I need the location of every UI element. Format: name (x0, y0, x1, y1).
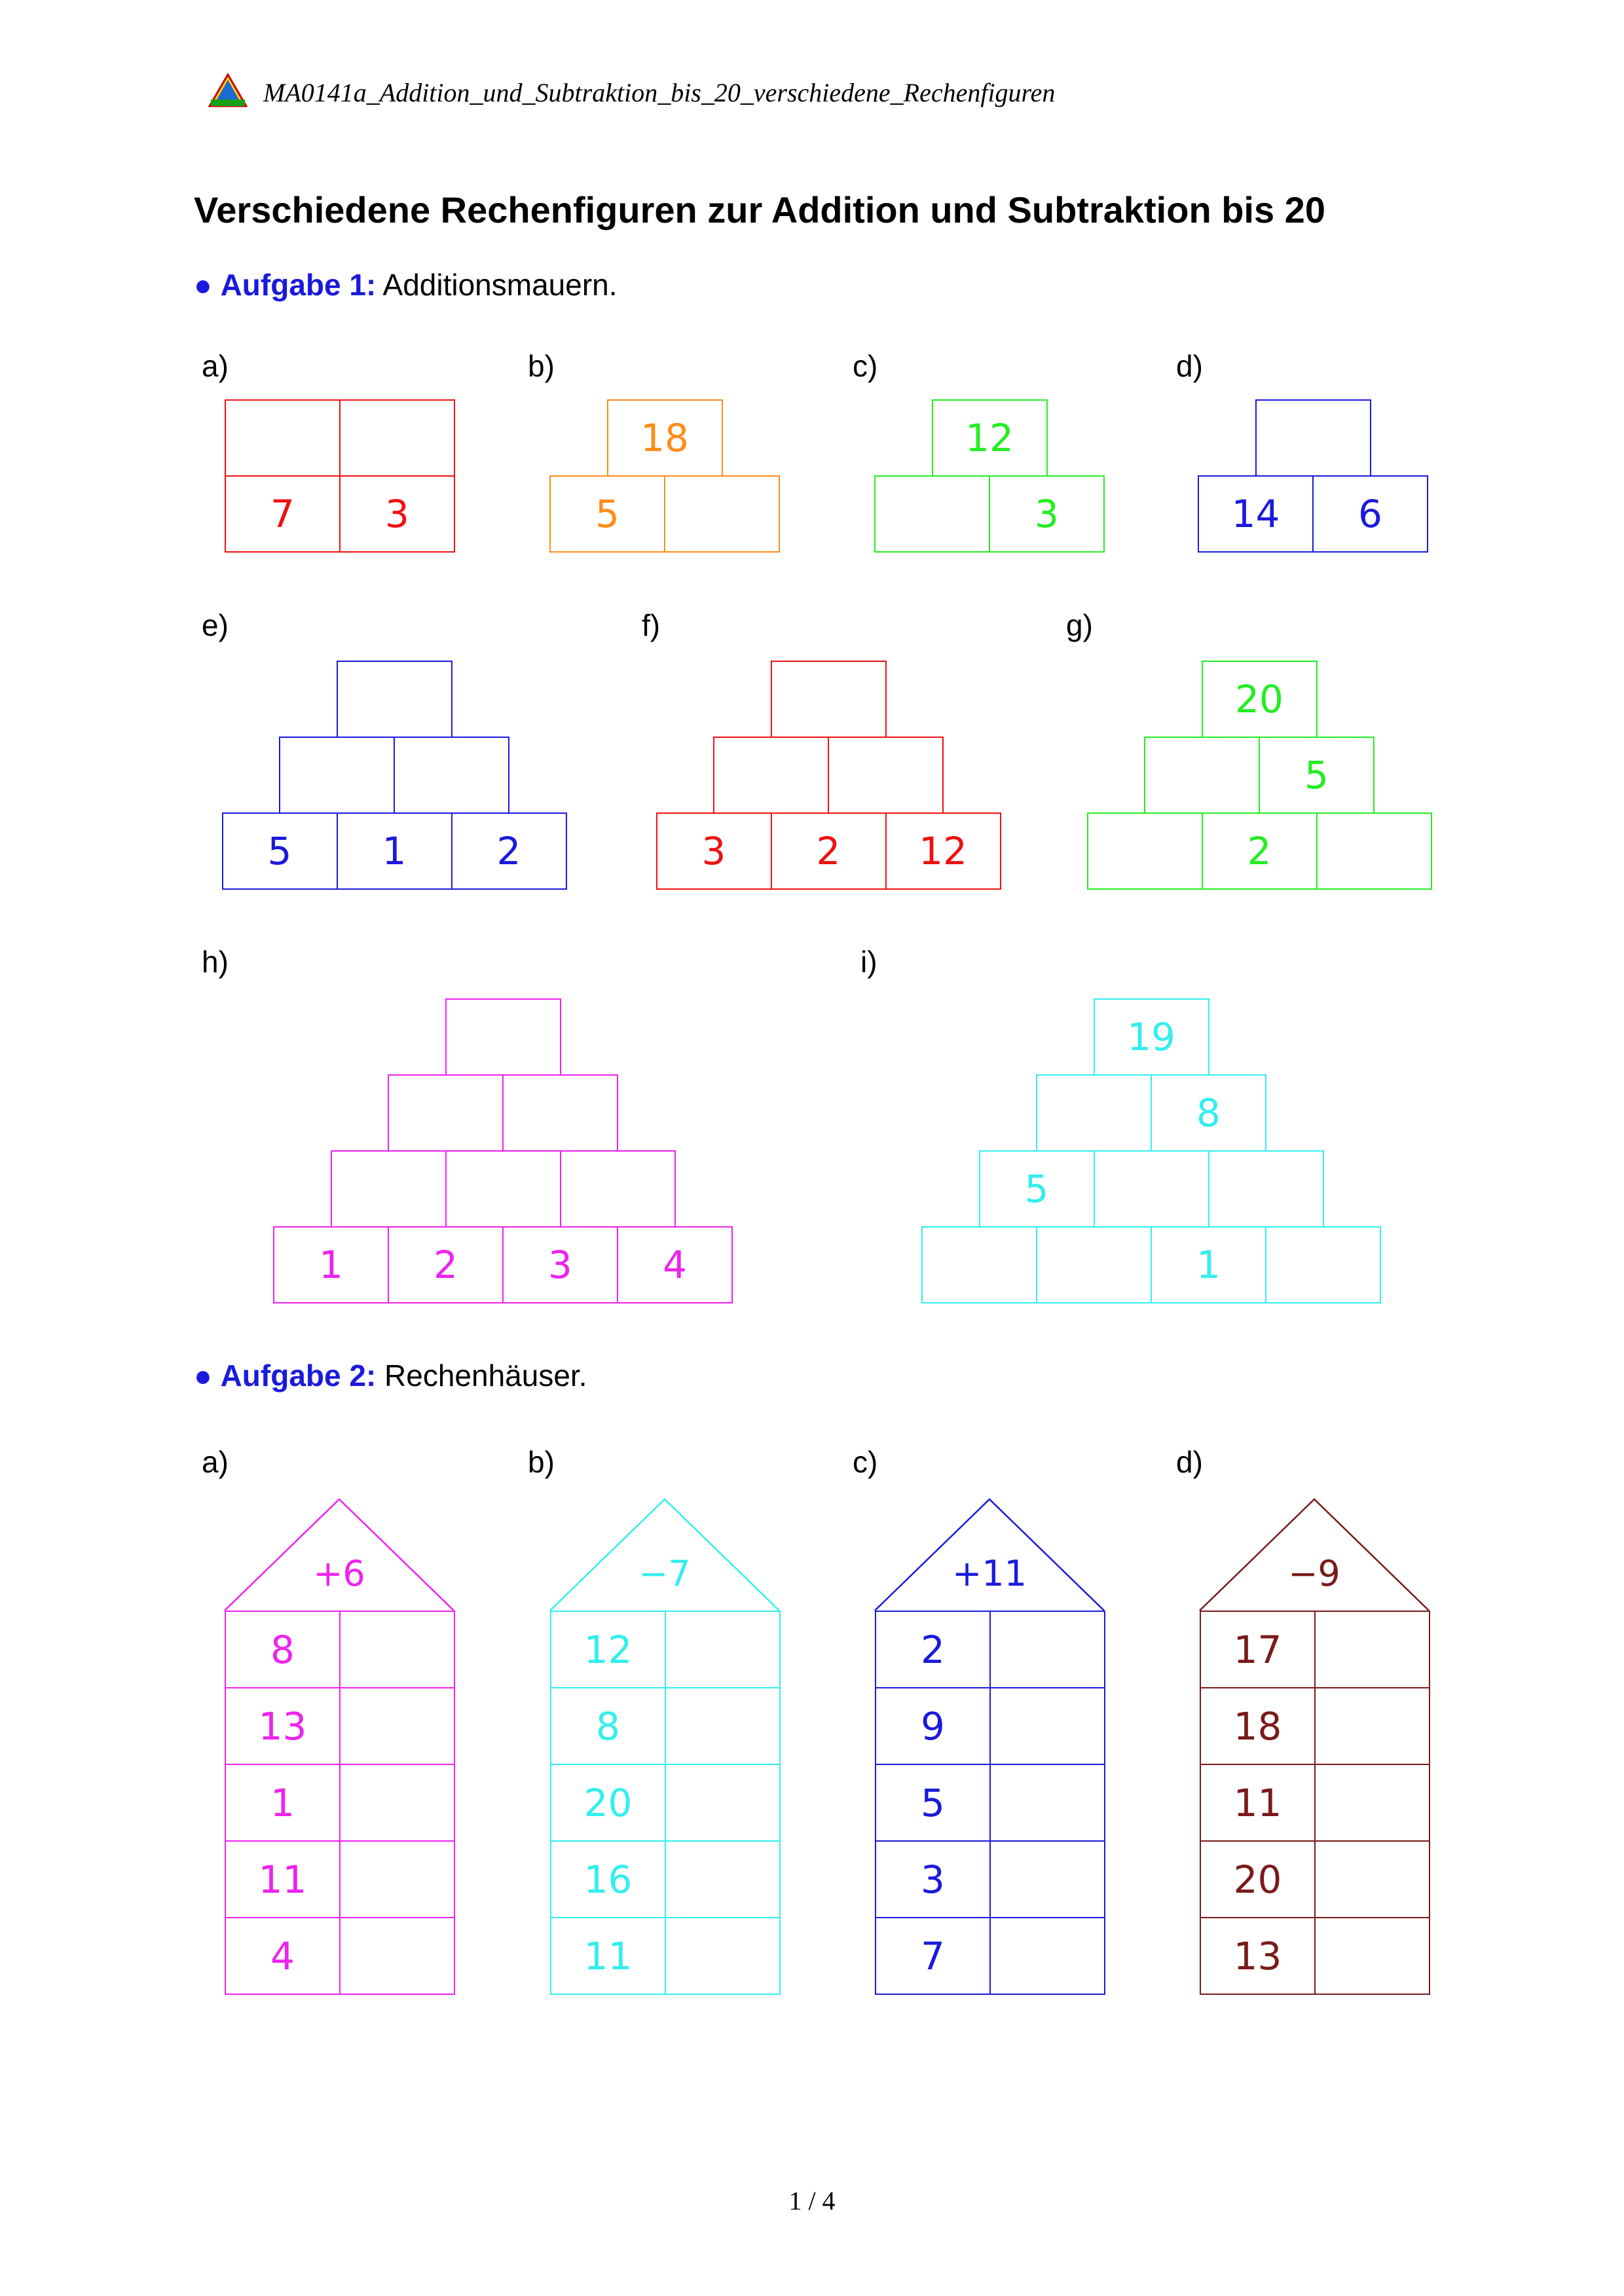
wall-cell: 4 (617, 1226, 733, 1303)
house-answer-cell[interactable] (1314, 1917, 1430, 1995)
wall-empty-cell[interactable] (1087, 812, 1203, 890)
house-answer-cell[interactable] (665, 1764, 781, 1842)
wall-empty-cell[interactable] (874, 475, 990, 553)
wall-cell: 6 (1312, 475, 1428, 553)
house-value-cell: 8 (550, 1687, 666, 1765)
house-answer-cell[interactable] (339, 1917, 455, 1995)
wall-empty-cell[interactable] (502, 1074, 618, 1152)
task-1-number: Aufgabe 1: (220, 268, 377, 302)
wall-empty-cell[interactable] (560, 1150, 676, 1228)
house-label: a) (202, 1445, 229, 1479)
house-value-cell: 20 (1200, 1840, 1316, 1918)
house-value-cell: 12 (550, 1611, 666, 1688)
wall-label: g) (1066, 608, 1093, 642)
house-value-cell: 20 (550, 1764, 666, 1842)
wall-empty-cell[interactable] (388, 1074, 504, 1152)
wall-empty-cell[interactable] (445, 1150, 561, 1228)
house-value-cell: 11 (550, 1917, 666, 1995)
house-answer-cell[interactable] (1314, 1611, 1430, 1688)
wall-empty-cell[interactable] (1208, 1150, 1324, 1228)
house-answer-cell[interactable] (665, 1917, 781, 1995)
wall-cell: 12 (885, 812, 1001, 890)
house-value-cell: 16 (550, 1840, 666, 1918)
house-value-cell: 17 (1200, 1611, 1316, 1688)
wall-cell: 7 (225, 475, 341, 553)
wall-cell: 14 (1198, 475, 1314, 553)
wall-cell: 3 (502, 1226, 618, 1303)
wall-empty-cell[interactable] (828, 737, 944, 814)
wall-empty-cell[interactable] (1036, 1074, 1152, 1152)
wall-empty-cell[interactable] (1094, 1150, 1209, 1228)
house-answer-cell[interactable] (989, 1764, 1105, 1842)
wall-label: h) (202, 945, 229, 979)
page-number: 1 / 4 (788, 2186, 836, 2215)
house-answer-cell[interactable] (339, 1764, 455, 1842)
header-filename: MA0141a_Addition_und_Subtraktion_bis_20_verschiedene_Rechenfiguren (263, 78, 1056, 107)
wall-cell: 18 (607, 399, 723, 477)
house-value-cell: 2 (875, 1611, 991, 1688)
wall-cell: 2 (771, 812, 887, 890)
wall-empty-cell[interactable] (279, 737, 395, 814)
house-value-cell: 3 (875, 1840, 991, 1918)
house-value-cell: 11 (225, 1840, 341, 1918)
page-title: Verschiedene Rechenfiguren zur Addition und Subtraktion bis 20 (194, 189, 1325, 230)
wall-cell: 5 (1259, 737, 1375, 814)
wall-empty-cell[interactable] (664, 475, 780, 553)
house-value-cell: 18 (1200, 1687, 1316, 1765)
task-2-number: Aufgabe 2: (220, 1358, 377, 1393)
wall-cell: 1 (337, 812, 452, 890)
task-1-text: Additionsmauern. (382, 268, 618, 302)
house-operator: +6 (313, 1552, 365, 1594)
house-value-cell: 7 (875, 1917, 991, 1995)
task-1-heading (194, 267, 618, 302)
wall-empty-cell[interactable] (337, 661, 452, 738)
house-value-cell: 4 (225, 1917, 341, 1995)
wall-cell: 20 (1202, 661, 1318, 738)
wall-cell: 1 (273, 1226, 389, 1303)
wall-label: f) (642, 608, 661, 642)
wall-empty-cell[interactable] (771, 661, 887, 738)
house-label: c) (853, 1445, 878, 1479)
wall-label: b) (528, 349, 555, 383)
house-value-cell: 13 (1200, 1917, 1316, 1995)
wall-cell: 2 (388, 1226, 504, 1303)
house-answer-cell[interactable] (1314, 1840, 1430, 1918)
wall-cell: 1 (1151, 1226, 1266, 1303)
wall-empty-cell[interactable] (1265, 1226, 1381, 1303)
wall-empty-cell[interactable] (339, 399, 455, 477)
wall-cell: 3 (989, 475, 1105, 553)
wall-cell: 12 (932, 399, 1048, 477)
house-answer-cell[interactable] (665, 1611, 781, 1688)
wall-cell: 3 (339, 475, 455, 553)
wall-label: e) (202, 608, 229, 642)
wall-empty-cell[interactable] (394, 737, 509, 814)
house-answer-cell[interactable] (989, 1611, 1105, 1688)
wall-empty-cell[interactable] (445, 998, 561, 1076)
wall-empty-cell[interactable] (1144, 737, 1260, 814)
wall-cell: 2 (1202, 812, 1318, 890)
wall-empty-cell[interactable] (1036, 1226, 1152, 1303)
house-answer-cell[interactable] (1314, 1764, 1430, 1842)
wall-empty-cell[interactable] (331, 1150, 447, 1228)
wall-cell: 19 (1094, 998, 1209, 1076)
wall-empty-cell[interactable] (1316, 812, 1432, 890)
task-2-bullet: ● (194, 1358, 212, 1393)
wall-label: i) (860, 945, 877, 979)
wall-empty-cell[interactable] (225, 399, 341, 477)
house-value-cell: 13 (225, 1687, 341, 1765)
house-answer-cell[interactable] (1314, 1687, 1430, 1765)
wall-label: c) (853, 349, 878, 383)
task-2-text: Rechenhäuser. (384, 1358, 587, 1393)
wall-cell: 3 (656, 812, 772, 890)
house-operator: +11 (952, 1552, 1027, 1594)
house-value-cell: 9 (875, 1687, 991, 1765)
house-operator: −7 (638, 1552, 691, 1594)
house-operator: −9 (1288, 1552, 1340, 1594)
house-answer-cell[interactable] (989, 1840, 1105, 1918)
house-answer-cell[interactable] (665, 1840, 781, 1918)
house-value-cell: 8 (225, 1611, 341, 1688)
logo-icon (208, 73, 248, 109)
house-value-cell: 11 (1200, 1764, 1316, 1842)
house-answer-cell[interactable] (989, 1917, 1105, 1995)
wall-cell: 2 (451, 812, 567, 890)
house-answer-cell[interactable] (665, 1687, 781, 1765)
wall-cell: 5 (979, 1150, 1095, 1228)
wall-empty-cell[interactable] (1255, 399, 1371, 477)
house-answer-cell[interactable] (339, 1840, 455, 1918)
wall-cell: 5 (549, 475, 665, 553)
wall-label: a) (202, 349, 229, 383)
house-label: b) (528, 1445, 555, 1479)
house-answer-cell[interactable] (339, 1611, 455, 1688)
task-2-heading (194, 1358, 587, 1393)
wall-cell: 5 (222, 812, 338, 890)
wall-label: d) (1176, 349, 1203, 383)
wall-empty-cell[interactable] (921, 1226, 1037, 1303)
wall-empty-cell[interactable] (713, 737, 829, 814)
wall-cell: 8 (1151, 1074, 1266, 1152)
house-answer-cell[interactable] (989, 1687, 1105, 1765)
task-1-bullet: ● (194, 268, 212, 302)
house-answer-cell[interactable] (339, 1687, 455, 1765)
house-value-cell: 1 (225, 1764, 341, 1842)
house-label: d) (1176, 1445, 1203, 1479)
house-value-cell: 5 (875, 1764, 991, 1842)
